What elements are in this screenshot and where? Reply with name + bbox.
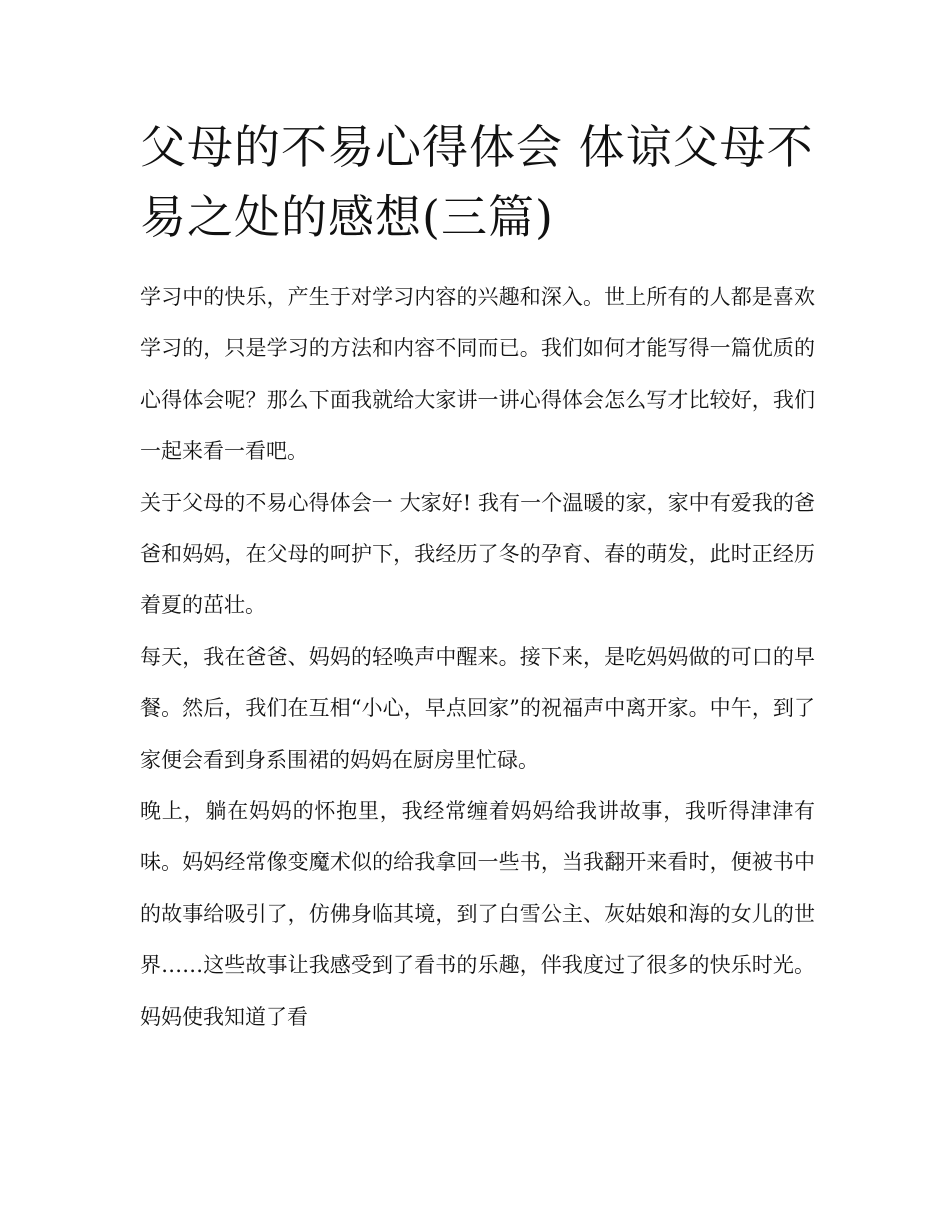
document-content xyxy=(140,112,815,1043)
document-body xyxy=(140,272,815,1043)
paragraph-family: 关于父母的不易心得体会一 大家好! 我有一个温暖的家，家中有爱我的爸爸和妈妈，在父母的呵护下，我经历了冬的孕育、春的萌发，此时正经历着夏的茁壮。 xyxy=(140,490,815,618)
paragraph-bedtime-stories: 晚上，躺在妈妈的怀抱里，我经常缠着妈妈给我讲故事，我听得津津有味。妈妈经常像变魔术似的给我拿回一些书，当我翻开来看时，便被书中的故事给吸引了，仿佛身临其境，到了白雪公主、灰姑娘和海的女儿的世界……这些故事让我感受到了看书的乐趣，伴我度过了很多的快乐时光。妈妈使我知道了看 xyxy=(140,799,815,1029)
paragraph-daily-routine: 每天，我在爸爸、妈妈的轻唤声中醒来。接下来，是吃妈妈做的可口的早餐。然后，我们在互相“小心，早点回家”的祝福声中离开家。中午，到了家便会看到身系围裙的妈妈在厨房里忙碌。 xyxy=(140,644,815,772)
paragraph-intro: 学习中的快乐，产生于对学习内容的兴趣和深入。世上所有的人都是喜欢学习的，只是学习的方法和内容不同而已。我们如何才能写得一篇优质的心得体会呢？那么下面我就给大家讲一讲心得体会怎么写才比较好，我们一起来看一看吧。 xyxy=(140,285,815,464)
document-title: 父母的不易心得体会 体谅父母不易之处的感想(三篇) xyxy=(140,120,814,244)
